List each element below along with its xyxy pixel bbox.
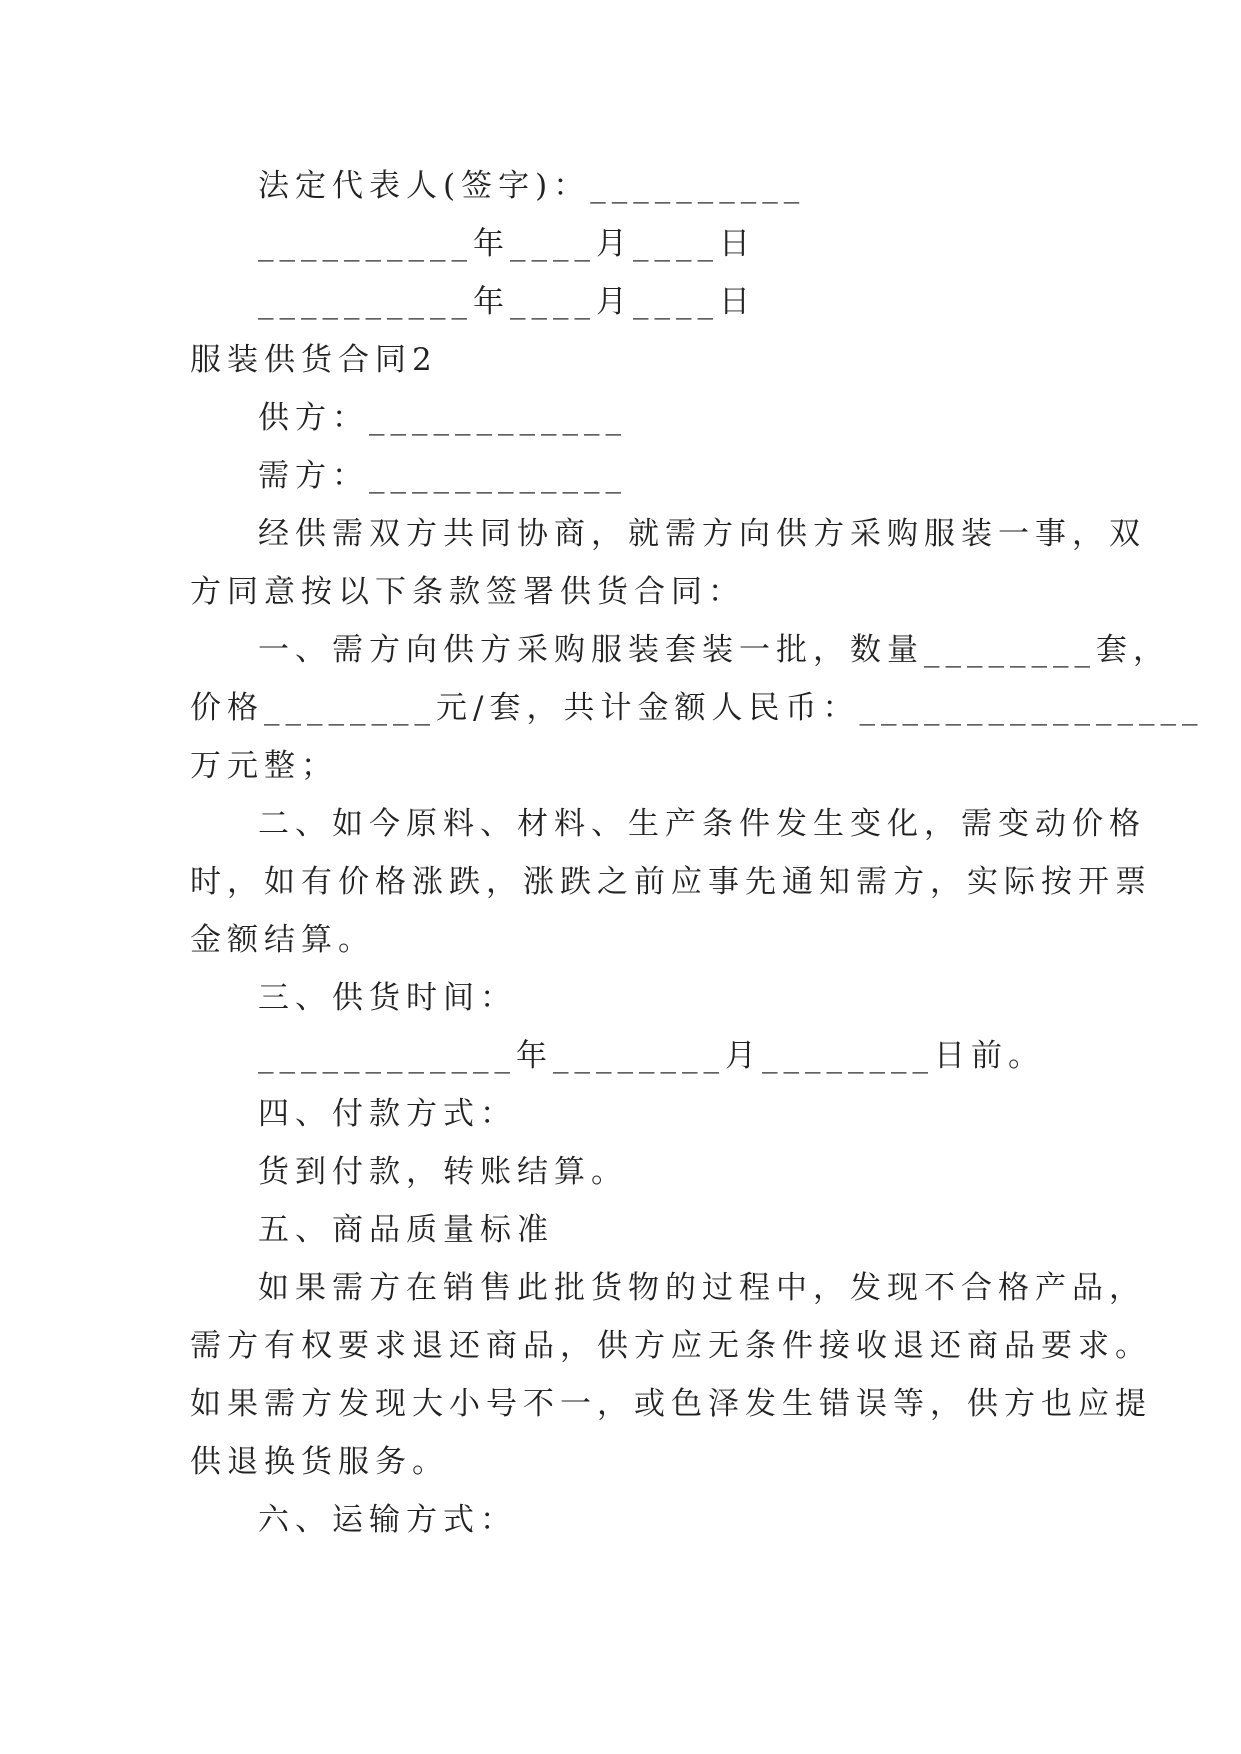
clause-line: 二、如今原料、材料、生产条件发生变化，需变动价格 bbox=[258, 806, 1146, 842]
buyer-field: 需方：____________ bbox=[258, 458, 627, 494]
section-heading: 六、运输方式： bbox=[258, 1502, 517, 1538]
section-heading: 四、付款方式： bbox=[258, 1096, 517, 1132]
paragraph-line: 经供需双方共同协商，就需方向供方采购服装一事，双 bbox=[258, 516, 1146, 552]
date-line: __________年____月____日 bbox=[258, 226, 756, 262]
section-heading: 五、商品质量标准 bbox=[258, 1212, 554, 1248]
clause-line: 如果需方在销售此批货物的过程中，发现不合格产品， bbox=[258, 1270, 1146, 1306]
clause-line: 金额结算。 bbox=[190, 922, 375, 958]
clause-line: 万元整； bbox=[190, 748, 338, 784]
date-line: __________年____月____日 bbox=[258, 284, 756, 320]
clause-line: 如果需方发现大小号不一，或色泽发生错误等，供方也应提 bbox=[190, 1386, 1152, 1422]
supplier-field: 供方：____________ bbox=[258, 400, 627, 436]
section-heading: 三、供货时间： bbox=[258, 980, 517, 1016]
clause-line: 供退换货服务。 bbox=[190, 1444, 449, 1480]
clause-line: 一、需方向供方采购服装套装一批，数量________套， bbox=[258, 632, 1170, 668]
delivery-date-line: ____________年________月________日前。 bbox=[258, 1038, 1045, 1074]
clause-line: 货到付款，转账结算。 bbox=[258, 1154, 628, 1190]
clause-line: 时，如有价格涨跌，涨跌之前应事先通知需方，实际按开票 bbox=[190, 864, 1152, 900]
contract-title: 服装供货合同2 bbox=[190, 342, 438, 378]
paragraph-line: 方同意按以下条款签署供货合同： bbox=[190, 574, 745, 610]
clause-line: 价格________元/套，共计金额人民币：________________ bbox=[190, 690, 1204, 726]
legal-representative-signature-line: 法定代表人(签字)：__________ bbox=[258, 168, 806, 204]
clause-line: 需方有权要求退还商品，供方应无条件接收退还商品要求。 bbox=[190, 1328, 1152, 1364]
